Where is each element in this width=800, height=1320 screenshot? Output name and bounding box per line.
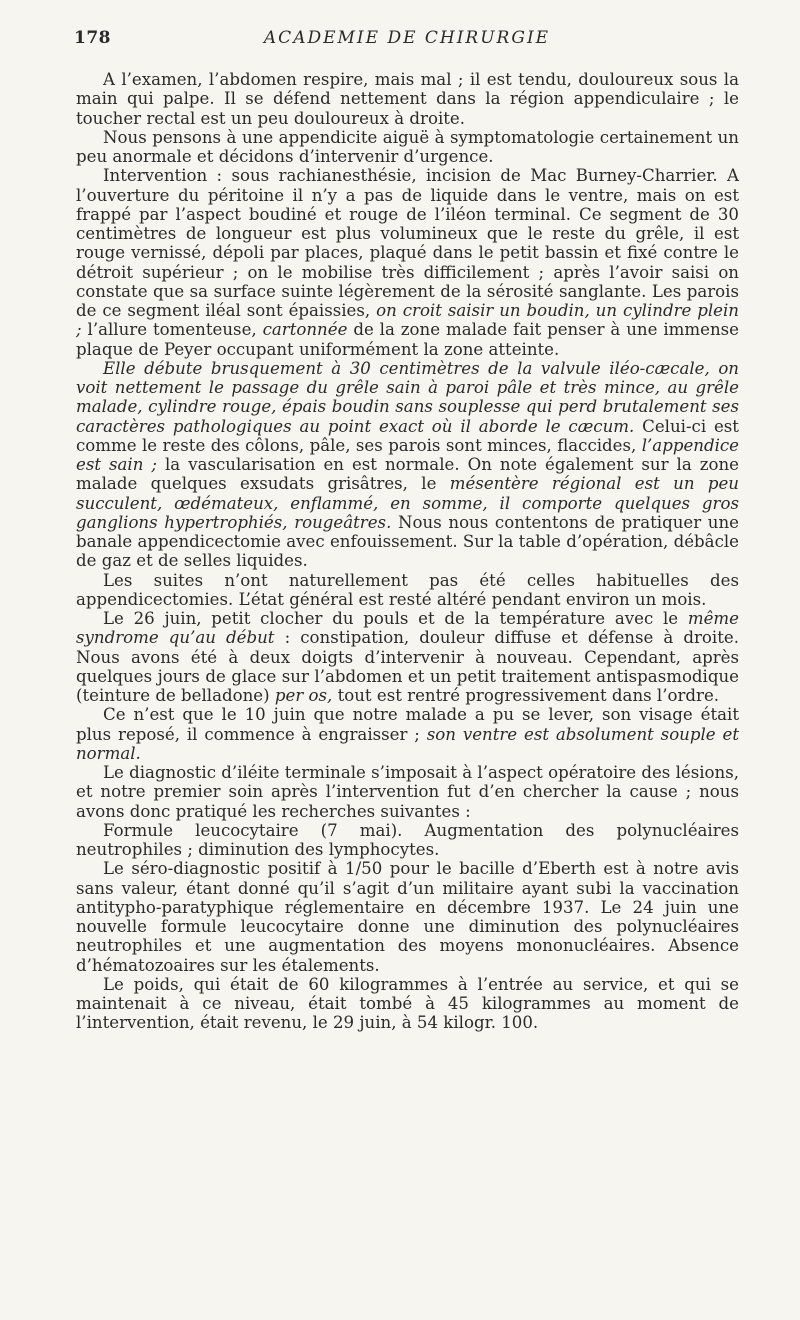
italic-run: son ventre est absolument souple et normal.: [76, 724, 739, 763]
paragraph-examination: A l’examen, l’abdomen respire, mais mal ; il est tendu, douloureux sous la main qui palpe. Il se défend nettement dans la région appendiculaire ; le toucher rectal est un peu douloureux à droite.: [76, 70, 739, 128]
paragraph-lesion-description: [76, 359, 739, 571]
text-run: la vascularisation en est normale. On note également sur la zone malade quelques exsudats grisâtres, le: [76, 455, 739, 494]
paragraph-leukocyte-formula: Formule leucocytaire (7 mai). Augmentation des polynucléaires neutrophiles ; diminution des lymphocytes.: [76, 820, 739, 859]
italic-run: on croit saisir un boudin, un cylindre plein ;: [76, 301, 739, 340]
paragraph-ileitis-diagnosis: Le diagnostic d’iléite terminale s’imposait à l’aspect opératoire des lésions, et notre premier soin après l’intervention fut d’en chercher la cause ; nous avons donc pratiqué les recherches suivantes :: [76, 763, 739, 821]
text-run: Celui-ci est comme le reste des côlons, pâle, ses parois sont minces, flaccides,: [76, 416, 739, 455]
paragraph-weight: Le poids, qui était de 60 kilogrammes à l’entrée au service, et qui se maintenait à ce niveau, était tombé à 45 kilogrammes au moment de l’intervention, était revenu, le 29 juin, à 54 kilogr. 100.: [76, 974, 739, 1033]
italic-run: l’appendice est sain ;: [76, 435, 739, 474]
italic-run: mésentère régional est un peu succulent, œdémateux, enflammé, en somme, il comporte quelques gros ganglions hypertrophiés, rougeâtres.: [76, 474, 739, 532]
text-run: : constipation, douleur diffuse et défense à droite. Nous avons été à deux doigts d’intervenir à nouveau. Cependant, après quelques jours de glace sur l’abdomen et un petit traitement antispasmodique (teinture de belladone): [76, 628, 739, 705]
italic-run: per os,: [274, 686, 333, 705]
text-run: Intervention : sous rachianesthésie, incision de Mac Burney-Charrier. A l’ouverture du péritoine il n’y a pas de liquide dans le ventre, mais on est frappé par l’aspect boudiné et rouge de l’iléon terminal. Ce segment de 30 centimètres de longueur est plus volumineux que le reste du grêle, il est rouge vernissé, dépoli par places, plaqué dans le petit bassin et fixé contre le détroit supérieur ; on le mobilise très difficilement ; après l’avoir saisi on constate que sa surface suinte légèrement de la sérosité sanglante. Les parois de ce segment iléal sont épaissies,: [76, 166, 739, 320]
text-run: Ce n’est que le 10 juin que notre malade a pu se lever, son visage était plus reposé, il commence à engraisser ;: [76, 705, 739, 744]
page-number: 178: [74, 28, 111, 48]
text-run: Le 26 juin, petit clocher du pouls et de la température avec le: [103, 609, 688, 628]
italic-run: même syndrome qu’au début: [76, 609, 739, 648]
paragraph-intervention: [76, 166, 739, 359]
text-run: l’allure tomenteuse,: [81, 320, 263, 340]
italic-run: Elle débute brusquement à 30 centimètres de la valvule iléo-cæcale, on voit nettement le passage du grêle sain à paroi pâle et très mince, au grêle malade, cylindre rouge, épais boudin sans souplesse qui perd brutalement ses caractères pathologiques au point exact où il aborde le cæcum.: [76, 358, 739, 436]
text-run: tout est rentré progressivement dans l’ordre.: [332, 686, 720, 705]
paragraph-sero-diagnostic: Le séro-diagnostic positif à 1/50 pour le bacille d’Eberth est à notre avis sans valeur, étant donné qu’il s’agit d’un militaire ayant subi la vaccination antitypho-paratyphique réglementaire en décembre 1937. Le 24 juin une nouvelle formule leucocytaire donne une diminution des polynucléaires neutrophiles et une augmentation des moyens mononucléaires. Absence d’hématozoaires sur les étalements.: [76, 859, 739, 975]
text-run: Nous nous contentons de pratiquer une banale appendicectomie avec enfouissement. Sur la table d’opération, débâcle de gaz et de selles liquides.: [76, 512, 740, 571]
paragraph-recovery: [76, 705, 739, 763]
paragraph-june-26: [76, 609, 739, 705]
italic-run: cartonnée: [262, 320, 348, 340]
article-body: [76, 70, 739, 1033]
paragraph-diagnosis-hypothesis: Nous pensons à une appendicite aiguë à symptomatologie certainement un peu anormale et décidons d’intervenir d’urgence.: [76, 127, 739, 166]
page-header: [74, 22, 740, 56]
paragraph-postoperative: Les suites n’ont naturellement pas été celles habituelles des appendicectomies. L’état général est resté altéré pendant environ un mois.: [76, 570, 739, 609]
running-title: ACADEMIE DE CHIRURGIE: [263, 28, 551, 48]
text-run: de la zone malade fait penser à une immense plaque de Peyer occupant uniformément la zone atteinte.: [76, 320, 739, 359]
